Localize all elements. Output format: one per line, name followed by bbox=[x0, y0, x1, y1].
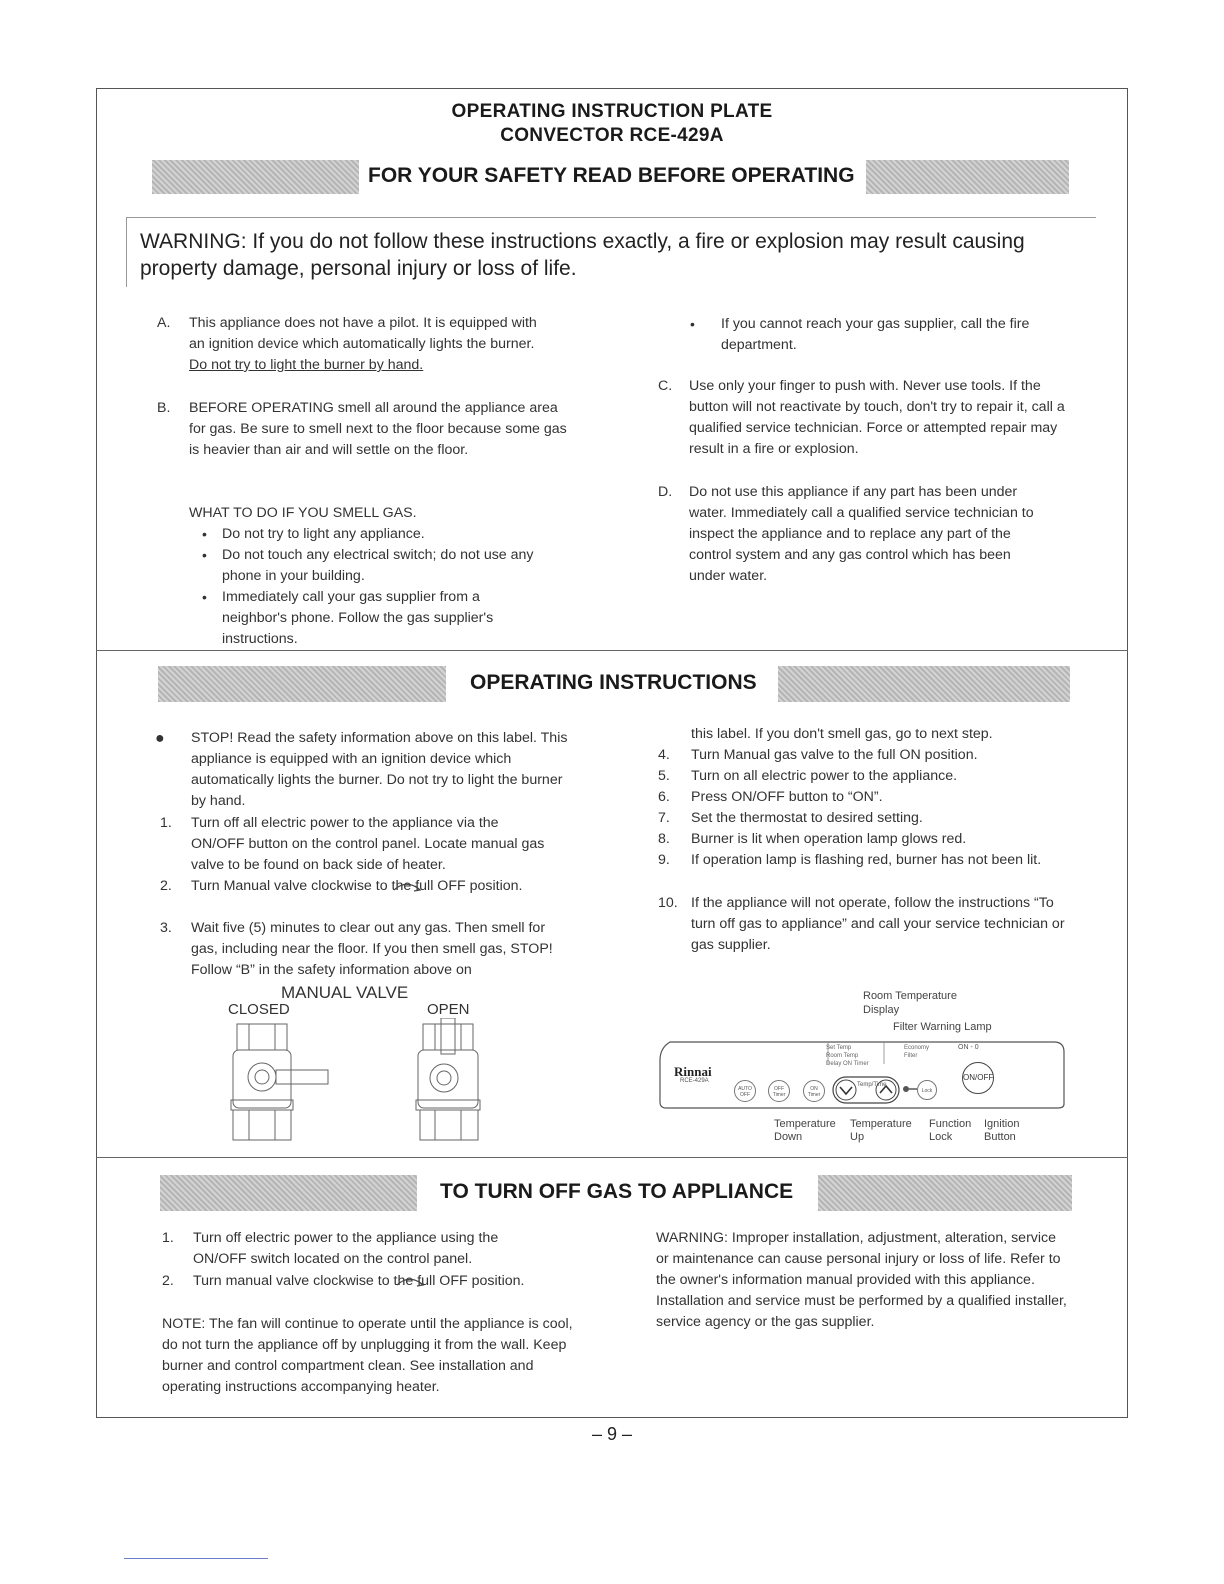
bullet-dot: • bbox=[690, 316, 695, 332]
stop-text: STOP! Read the safety information above on this label. This appliance is equipped with an ignition device which automatically lights the burner. Do not try to light the burner by hand. bbox=[191, 730, 568, 809]
brand-logo: Rinnai bbox=[674, 1064, 712, 1079]
turnoff-warning: WARNING: Improper installation, adjustment, alteration, service or maintenance can cause personal injury or loss of life. Refer to the owner's information manual provided with this appliance. Installation and service must be performed by a qualified installer, service agency or the gas supplier. bbox=[656, 1230, 1067, 1330]
room-temp-display-callout: Room Temperature Display bbox=[863, 990, 957, 1016]
on-timer-button[interactable]: ON Timer bbox=[803, 1080, 825, 1102]
callout-ignition-button: Ignition Button bbox=[984, 1118, 1020, 1143]
callout-temp-down: Temperature Down bbox=[774, 1118, 836, 1143]
item-d-text: Do not use this appliance if any part has been under water. Immediately call a qualified service technician to inspect the appliance and to replace any part of the control system and any gas control which has been under water. bbox=[689, 484, 1034, 584]
closed-valve-drawing bbox=[225, 1020, 335, 1142]
turnoff-bar-right bbox=[818, 1175, 1072, 1211]
step-8-num: 8. bbox=[658, 831, 670, 847]
step-5-num: 5. bbox=[658, 768, 670, 784]
item-c-label: C. bbox=[658, 378, 673, 394]
page-number: – 9 – bbox=[591, 1424, 633, 1444]
safety-bar-right bbox=[866, 160, 1069, 194]
turnoff-heading: TO TURN OFF GAS TO APPLIANCE bbox=[440, 1180, 794, 1203]
smell-heading: WHAT TO DO IF YOU SMELL GAS. bbox=[189, 505, 417, 521]
economy-label: Economy bbox=[904, 1045, 930, 1051]
model-title: CONVECTOR RCE-429A bbox=[500, 125, 724, 146]
key-icon bbox=[902, 1084, 918, 1094]
operating-bar-right bbox=[778, 666, 1070, 702]
bullet-dot: • bbox=[202, 526, 207, 542]
clockwise-arrow-icon bbox=[392, 880, 422, 894]
panel-small-labels-mid bbox=[904, 1044, 929, 1060]
plate-title: OPERATING INSTRUCTION PLATE bbox=[451, 101, 773, 122]
set-temp-label: Set Temp bbox=[826, 1045, 852, 1051]
warning-text: WARNING: If you do not follow these instructions exactly, a fire or explosion may result causing property damage, personal injury or loss of life. bbox=[140, 230, 1025, 280]
step-7-text: Set the thermostat to desired setting. bbox=[691, 810, 923, 826]
item-d-label: D. bbox=[658, 484, 673, 500]
step-3-num: 3. bbox=[160, 920, 172, 936]
divider bbox=[96, 1157, 1128, 1158]
item-a-underlined: Do not try to light the burner by hand. bbox=[189, 357, 424, 373]
item-a-text bbox=[189, 313, 549, 376]
smell-bullet: Immediately call your gas supplier from a neighbor's phone. Follow the gas supplier's instructions. bbox=[222, 589, 494, 647]
item-a-label: A. bbox=[157, 315, 171, 331]
step-10-num: 10. bbox=[658, 895, 678, 911]
step-10-text: If the appliance will not operate, follow the instructions “To turn off gas to appliance” and call your service technician or gas supplier. bbox=[691, 895, 1065, 953]
callout-function-lock: Function Lock bbox=[929, 1118, 972, 1143]
item-c-text: Use only your finger to push with. Never use tools. If the button will not reactivate by touch, don't try to repair it, call a qualified service technician. Force or attempted repair may result in a fire or explosion. bbox=[689, 378, 1065, 457]
valve-closed-label: CLOSED bbox=[228, 1001, 290, 1018]
step-4-num: 4. bbox=[658, 747, 670, 763]
item-b-text: BEFORE OPERATING smell all around the appliance area for gas. Be sure to smell next to the floor because some gas is heavier than air and will settle on the floor. bbox=[189, 400, 567, 458]
step-3-text: Wait five (5) minutes to clear out any gas. Then smell for gas, including near the floor. If you then smell gas, STOP! Follow “B” in the safety information above on bbox=[191, 920, 553, 978]
lock-button[interactable]: Lock bbox=[917, 1080, 937, 1100]
filter-lamp-callout: Filter Warning Lamp bbox=[893, 1021, 992, 1033]
right-bullet: If you cannot reach your gas supplier, call the fire department. bbox=[721, 316, 1030, 353]
open-valve-drawing bbox=[408, 1018, 488, 1142]
step-6-text: Press ON/OFF button to “ON”. bbox=[691, 789, 883, 805]
step-5-text: Turn on all electric power to the appliance. bbox=[691, 768, 958, 784]
step-1-text: Turn off all electric power to the appliance via the ON/OFF button on the control panel. Locate manual gas valve to be found on back side of heater. bbox=[191, 815, 545, 873]
valve-open-label: OPEN bbox=[427, 1001, 470, 1018]
callout-temp-up: Temperature Up bbox=[850, 1118, 912, 1143]
item-b-label: B. bbox=[157, 400, 171, 416]
delay-timer-label: Delay ON Timer bbox=[826, 1061, 869, 1067]
smell-bullet: Do not touch any electrical switch; do not use any phone in your building. bbox=[222, 547, 534, 584]
bullet-dot: • bbox=[202, 589, 207, 605]
operating-heading: OPERATING INSTRUCTIONS bbox=[470, 671, 757, 694]
step-8-text: Burner is lit when operation lamp glows red. bbox=[691, 831, 967, 847]
turnoff-step-1-num: 1. bbox=[162, 1230, 174, 1246]
item-a-body: This appliance does not have a pilot. It is equipped with an ignition device which automatically lights the burner. bbox=[189, 315, 537, 352]
turnoff-step-2-num: 2. bbox=[162, 1273, 174, 1289]
continuation-text: this label. If you don't smell gas, go to next step. bbox=[691, 726, 993, 742]
safety-bar-left bbox=[152, 160, 359, 194]
step-9-text: If operation lamp is flashing red, burner has not been lit. bbox=[691, 852, 1042, 868]
smell-bullet: Do not try to light any appliance. bbox=[222, 526, 425, 542]
temperature-buttons[interactable] bbox=[832, 1076, 902, 1106]
clockwise-arrow-icon bbox=[395, 1275, 425, 1289]
turnoff-note: NOTE: The fan will continue to operate until the appliance is cool, do not turn the appliance off by unplugging it from the wall. Keep burner and control compartment clean. See installation and operating instructions accompanying heater. bbox=[162, 1316, 573, 1395]
step-2-num: 2. bbox=[160, 878, 172, 894]
step-2-text: Turn Manual valve clockwise to the full OFF position. bbox=[191, 878, 523, 894]
stop-bullet: ● bbox=[155, 730, 165, 747]
room-temp-label: Room Temp bbox=[826, 1053, 859, 1059]
valve-title: MANUAL VALVE bbox=[281, 983, 409, 1002]
on-off-button[interactable]: ON/OFF bbox=[962, 1062, 994, 1094]
temp-time-label: Temp/Time bbox=[857, 1082, 887, 1088]
filter-label: Filter bbox=[904, 1053, 918, 1059]
step-4-text: Turn Manual gas valve to the full ON position. bbox=[691, 747, 978, 763]
turnoff-step-2-text: Turn manual valve clockwise to the full OFF position. bbox=[193, 1273, 525, 1289]
divider bbox=[96, 650, 1128, 651]
panel-model: RCE-429A bbox=[680, 1078, 709, 1084]
step-6-num: 6. bbox=[658, 789, 670, 805]
safety-heading: FOR YOUR SAFETY READ BEFORE OPERATING bbox=[368, 164, 855, 187]
bullet-dot: • bbox=[202, 547, 207, 563]
panel-small-labels-left bbox=[826, 1044, 869, 1068]
footnote-rule bbox=[124, 1558, 268, 1559]
step-7-num: 7. bbox=[658, 810, 670, 826]
turnoff-bar-left bbox=[160, 1175, 417, 1211]
off-timer-button[interactable]: OFF Timer bbox=[768, 1080, 790, 1102]
step-9-num: 9. bbox=[658, 852, 670, 868]
on-indicator-label: ON - 0 bbox=[958, 1044, 979, 1051]
operating-bar-left bbox=[158, 666, 446, 702]
auto-off-button[interactable]: AUTO OFF bbox=[734, 1080, 756, 1102]
step-1-num: 1. bbox=[160, 815, 172, 831]
turnoff-step-1-text: Turn off electric power to the appliance using the ON/OFF switch located on the control panel. bbox=[193, 1230, 499, 1267]
